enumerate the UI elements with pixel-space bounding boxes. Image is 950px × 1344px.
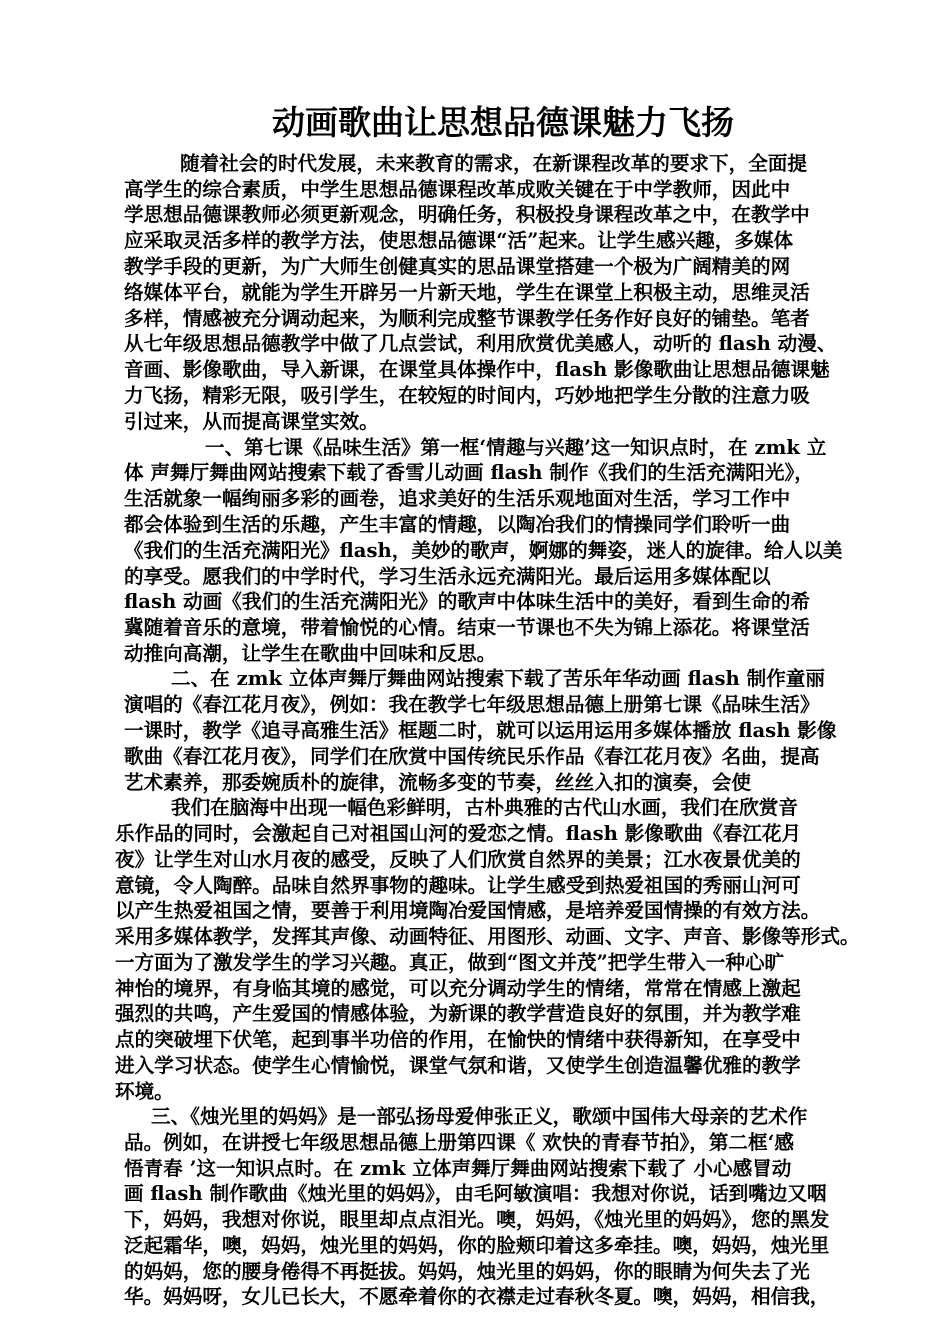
paragraph-line: 神怡的境界，有身临其境的感觉，可以充分调动学生的情绪，常常在情感上激起 <box>115 977 801 1000</box>
paragraph-line: 动推向高潮，让学生在歌曲中回味和反思。 <box>124 642 497 665</box>
paragraph-line: 高学生的综合素质，中学生思想品德课程改革成败关键在于中学教师，因此中 <box>124 178 791 201</box>
paragraph-line: 冀随着音乐的意境，带着愉悦的心情。结束一节课也不失为锦上添花。将课堂活 <box>124 616 810 639</box>
paragraph-line: 我们在脑海中出现一幅色彩鲜明，古朴典雅的古代山水画，我们在欣赏音 <box>171 796 798 819</box>
paragraph-line: 演唱的《春江花月夜》，例如：我在教学七年级思想品德上册第七课《品味生活》 <box>124 693 820 716</box>
paragraph-line: 采用多媒体教学，发挥其声像、动画特征、用图形、动画、文字、声音、影像等形式。 <box>115 925 860 948</box>
paragraph-line: 二、在 zmk 立体声舞厅舞曲网站搜索下载了苦乐年华动画 flash 制作童丽 <box>171 667 825 690</box>
paragraph-line: 以产生热爱祖国之情，要善于利用境陶冶爱国情感，是培养爱国情操的有效方法。 <box>115 899 821 922</box>
paragraph-line: 意镜，令人陶醉。品味自然界事物的趣味。让学生感受到热爱祖国的秀丽山河可 <box>115 874 801 897</box>
paragraph-line: 艺术素养，那委婉质朴的旋律，流畅多变的节奏，丝丝入扣的演奏，会使 <box>124 771 751 794</box>
paragraph-line: 一、第七课《品味生活》第一框‘情趣与兴趣’这一知识点时，在 zmk 立 <box>205 436 827 459</box>
paragraph-line: 悟青春 ’这一知识点时。在 zmk 立体声舞厅舞曲网站搜索下载了 小心感冒动 <box>124 1157 792 1180</box>
paragraph-line: 络媒体平台，就能为学生开辟另一片新天地，学生在课堂上积极主动，思维灵活 <box>124 281 810 304</box>
paragraph-line: 一方面为了激发学生的学习兴趣。真正，做到“图文并茂”把学生带入一种心旷 <box>115 951 785 974</box>
paragraph-line: 点的突破埋下伏笔，起到事半功倍的作用，在愉快的情绪中获得新知，在享受中 <box>115 1028 801 1051</box>
paragraph-line: 品。例如，在讲授七年级思想品德上册第四课《 欢快的青春节拍》，第二框‘感 <box>124 1131 795 1154</box>
paragraph-line: 引过来，从而提高课堂实效。 <box>124 410 379 433</box>
paragraph-line: 随着社会的时代发展，未来教育的需求，在新课程改革的要求下，全面提 <box>180 152 807 175</box>
paragraph-line: 体 声舞厅舞曲网站搜索下载了香雪儿动画 flash 制作《我们的生活充满阳光》， <box>124 461 814 484</box>
paragraph-line: flash 动画《我们的生活充满阳光》的歌声中体味生活中的美好，看到生命的希 <box>124 590 811 613</box>
paragraph-line: 多样，情感被充分调动起来，为顺利完成整节课教学任务作好良好的铺垫。笔者 <box>124 307 810 330</box>
paragraph-line: 乐作品的同时，会激起自己对祖国山河的爱恋之情。flash 影像歌曲《春江花月 <box>115 822 802 845</box>
paragraph-line: 教学手段的更新，为广大师生创健真实的思品课堂搭建一个极为广阔精美的网 <box>124 255 791 278</box>
paragraph-line: 画 flash 制作歌曲《烛光里的妈妈》，由毛阿敏演唱：我想对你说，话到嘴边又咽 <box>124 1182 827 1205</box>
paragraph-line: 生活就象一幅绚丽多彩的画卷，追求美好的生活乐观地面对生活，学习工作中 <box>124 487 791 510</box>
paragraph-line: 一课时，教学《追寻高雅生活》框题二时，就可以运用运用多媒体播放 flash 影像 <box>124 719 837 742</box>
paragraph-line: 学思想品德课教师必须更新观念，明确任务，积极投身课程改革之中，在教学中 <box>124 203 810 226</box>
paragraph-line: 音画、影像歌曲，导入新课，在课堂具体操作中，flash 影像歌曲让思想品德课魅 <box>124 358 830 381</box>
paragraph-line: 华。妈妈呀，女儿已长大，不愿牵着你的衣襟走过春秋冬夏。噢，妈妈，相信我， <box>124 1285 830 1308</box>
paragraph-line: 的享受。愿我们的中学时代，学习生活永远充满阳光。最后运用多媒体配以 <box>124 565 771 588</box>
document-title: 动画歌曲让思想品德课魅力飞扬 <box>272 103 734 142</box>
paragraph-line: 环境。 <box>115 1080 174 1103</box>
paragraph-line: 从七年级思想品德教学中做了几点尝试，利用欣赏优美感人，动听的 flash 动漫、 <box>124 332 837 355</box>
paragraph-line: 力飞扬，精彩无限，吸引学生，在较短的时间内，巧妙地把学生分散的注意力吸 <box>124 384 810 407</box>
paragraph-line: 下，妈妈，我想对你说，眼里却点点泪光。噢，妈妈，《烛光里的妈妈》，您的黑发 <box>124 1208 830 1231</box>
paragraph-line: 进入学习状态。使学生心情愉悦，课堂气氛和谐，又使学生创造温馨优雅的教学 <box>115 1054 801 1077</box>
paragraph-line: 歌曲《春江花月夜》，同学们在欣赏中国传统民乐作品《春江花月夜》名曲，提高 <box>124 745 820 768</box>
paragraph-line: 都会体验到生活的乐趣，产生丰富的情趣，以陶冶我们的情操同学们聆听一曲 <box>124 513 791 536</box>
paragraph-line: 应采取灵活多样的教学方法，使思想品德课“活”起来。让学生感兴趣，多媒体 <box>124 229 794 252</box>
paragraph-line: 三、《烛光里的妈妈》是一部弘扬母爱伸张正义，歌颂中国伟大母亲的艺术作 <box>151 1105 808 1128</box>
paragraph-line: 的妈妈，您的腰身倦得不再挺拔。妈妈，烛光里的妈妈，你的眼睛为何失去了光 <box>124 1260 810 1283</box>
paragraph-line: 强烈的共鸣，产生爱国的情感体验，为新课的教学营造良好的氛围，并为教学难 <box>115 1002 801 1025</box>
paragraph-line: 《我们的生活充满阳光》flash，美妙的歌声，婀娜的舞姿，迷人的旋律。给人以美 <box>124 539 843 562</box>
paragraph-line: 泛起霜华，噢，妈妈，烛光里的妈妈，你的脸颊印着这多牵挂。噢，妈妈，烛光里 <box>124 1234 830 1257</box>
paragraph-line: 夜》让学生对山水月夜的感受，反映了人们欣赏自然界的美景；江水夜景优美的 <box>115 848 801 871</box>
